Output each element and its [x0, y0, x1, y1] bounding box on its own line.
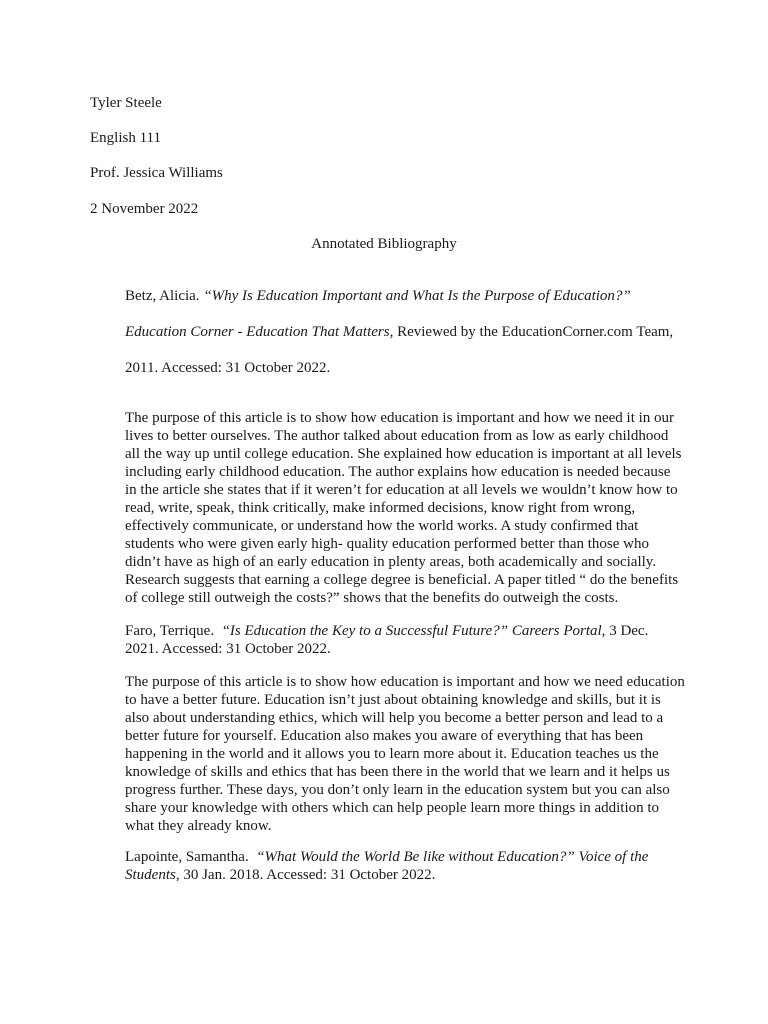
- citation-author: Betz, Alicia.: [125, 288, 200, 304]
- document-title: Annotated Bibliography: [311, 236, 457, 252]
- citation-source: Education Corner - Education That Matters,: [125, 324, 394, 340]
- annotation-paragraph: The purpose of this article is to show how education is important and how we need it in our lives to better ourselves. The author talked about education from as low as early childhood all the way up until college education. She explained how education is important at all levels including early childhood education. The author explains how education is needed because in the article she states that if it weren’t for education at all levels we wouldn’t know how to read, write, speak, think critically, make informed decisions, know right from wrong, effectively communicate, or understand how the world works. A study confirmed that students who were given early high- quality education performed better than those who didn’t have as high of an early education in plenty areas, both academically and socially. Research suggests that earning a college degree is beneficial. A paper titled “ do the benefits of college still outweigh the costs?” shows that the benefits do outweigh the costs.: [125, 410, 682, 606]
- citation-source: Voice of the Students: [125, 849, 649, 883]
- citation-line: [125, 848, 685, 884]
- citation-article-title: “Why Is Education Important and What Is the Purpose of Education?”: [203, 288, 631, 304]
- citation-source: Careers Portal,: [511, 623, 606, 639]
- citation-line: [125, 323, 673, 341]
- submission-date: 2 November 2022: [90, 201, 199, 217]
- citation-details: 3 Dec. 2021. Accessed: 31 October 2022.: [125, 623, 649, 657]
- student-name: Tyler Steele: [90, 95, 162, 111]
- citation-details: , 30 Jan. 2018. Accessed: 31 October 2022.: [175, 867, 436, 883]
- citation-details: 2011. Accessed: 31 October 2022.: [125, 360, 331, 376]
- citation-article-title: “Is Education the Key to a Successful Future?”: [221, 623, 509, 639]
- citation-line: [125, 287, 631, 305]
- citation-author: Faro, Terrique.: [125, 623, 215, 639]
- annotation-paragraph: The purpose of this article is to show how education is important and how we need education to have a better future. Education isn’t just about obtaining knowledge and skills, but it is also about understanding ethics, which will help you become a better person and lead to a better future for yourself. Education also makes you aware of everything that has been happening in the world and it allows you to learn more about it. Education teaches us the knowledge of skills and ethics that has been there in the world that we learn and it helps us progress further. These days, you don’t only learn in the education system but you can also share your knowledge with others which can help people learn more things in addition to what they already know.: [125, 674, 685, 834]
- citation-author: Lapointe, Samantha.: [125, 849, 249, 865]
- citation-line: [125, 359, 330, 377]
- citation-article-title: “What Would the World Be like without Education?”: [256, 849, 575, 865]
- citation-line: [125, 622, 685, 658]
- professor-name: Prof. Jessica Williams: [90, 165, 223, 181]
- citation-details: Reviewed by the EducationCorner.com Team,: [393, 324, 674, 340]
- course-name: English 111: [90, 130, 161, 146]
